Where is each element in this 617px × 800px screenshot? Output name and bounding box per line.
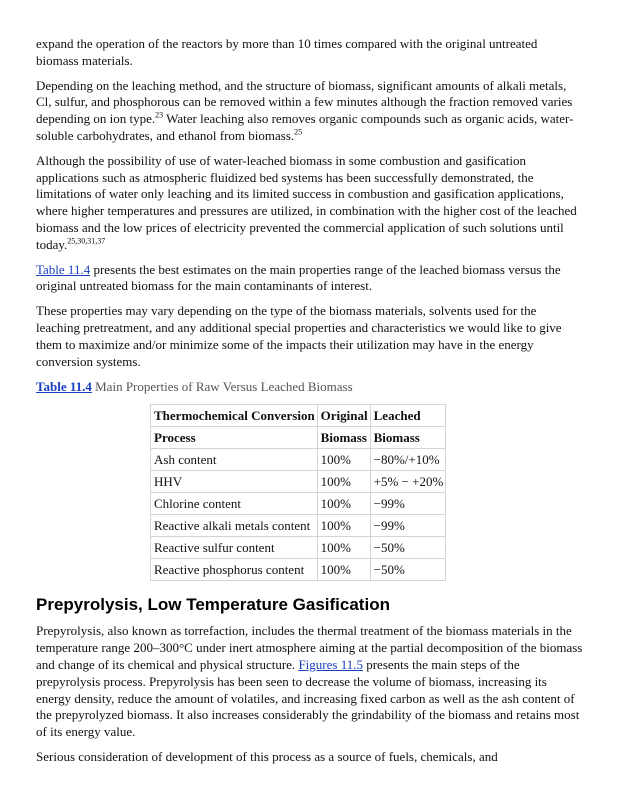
paragraph-serious-consideration: Serious consideration of development of this process as a source of fuels, chemicals, and xyxy=(36,748,498,764)
table-header-cell: Leached xyxy=(370,405,446,427)
table-row xyxy=(151,471,446,493)
table-caption: Table 11.4 Main Properties of Raw Versus Leached Biomass xyxy=(36,379,353,395)
table-11-4-link[interactable]: Table 11.4 xyxy=(36,261,91,277)
paragraph-leaching-method: Depending on the leaching method, and the structure of biomass, significant amounts of alkali metals, Cl, sulfur, and phosphorous can be removed within a few minutes although the fraction removed varies depending on ion type.$^{23}$ Water leaching also removes organic compounds such as organic acids, water-soluble carbohydrates, and ethanol from biomass.$^{25}$ xyxy=(36,77,574,143)
paragraph-reactor-expansion: expand the operation of the reactors by more than 10 times compared with the original untreated biomass materials. xyxy=(36,36,538,68)
table-cell: Reactive sulfur content xyxy=(151,537,318,559)
table-cell: HHV xyxy=(151,471,318,493)
citation-superscript: 25 xyxy=(294,127,303,137)
table-row xyxy=(151,515,446,537)
paragraph-prepyrolysis: Prepyrolysis, also known as torrefaction, includes the thermal treatment of the biomass materials in the temperature range 200–300°C under inert atmosphere aiming at the partial decomposition of the biomass and change of its chemical and physical structure. Figures 11.5 presents the main steps of the prepyrolysis process. Prepyrolysis has been seen to decrease the volume of biomass, increasing its energy density, reduce the amount of volatiles, and increasing fixed carbon as well as the ash content of the prepyrolyzed biomass. It also increases considerably the grindability of the biomass and retains most of its energy value. xyxy=(36,623,583,740)
table-header-cell: Process xyxy=(151,427,318,449)
table-cell: 100% xyxy=(317,449,370,471)
table-cell: +5% − +20% xyxy=(370,471,446,493)
table-header-cell: Biomass xyxy=(370,427,446,449)
paragraph-water-leached-applications: Although the possibility of use of water-leached biomass in some combustion and gasification applications such as atmospheric fluidized bed systems has been successfully demonstrated, the limitations of water only leaching and its limited success in combustion and gasification applications, where higher temperatures and pressures are utilized, in combination with the higher cost of the leached biomass and the low prices of electricity prevented the commercial application of such solutions until today.$^{25,30,31,37}$ xyxy=(36,152,577,252)
paragraph-properties-vary: These properties may vary depending on the type of the biomass materials, solvents used for the leaching pretreatment, and any additional special properties and characteristics we would like to give them to maximize and/or minimize some of the impacts their utilization may have in the energy conversion systems. xyxy=(36,303,562,369)
citation-superscript: 23 xyxy=(155,110,164,120)
table-header-cell: Thermochemical Conversion xyxy=(151,405,318,427)
table-header-cell: Original xyxy=(317,405,370,427)
table-row xyxy=(151,493,446,515)
table-cell: −50% xyxy=(370,559,446,581)
table-row xyxy=(151,449,446,471)
table-cell: 100% xyxy=(317,515,370,537)
table-row xyxy=(151,559,446,581)
table-cell: 100% xyxy=(317,471,370,493)
table-cell: 100% xyxy=(317,537,370,559)
table-cell: −99% xyxy=(370,493,446,515)
table-cell: Chlorine content xyxy=(151,493,318,515)
table-cell: 100% xyxy=(317,559,370,581)
table-cell: Ash content xyxy=(151,449,318,471)
table-header-cell: Biomass xyxy=(317,427,370,449)
table-cell: Reactive phosphorus content xyxy=(151,559,318,581)
figures-11-5-link[interactable]: Figures 11.5 xyxy=(298,656,363,672)
table-header-row xyxy=(151,405,446,427)
citation-superscript: 25,30,31,37 xyxy=(67,236,106,246)
table-cell: 100% xyxy=(317,493,370,515)
paragraph-table-reference: Table 11.4 presents the best estimates on the main properties range of the leached biomass versus the original untreated biomass for the main contaminants of interest. xyxy=(36,261,561,294)
section-heading: Prepyrolysis, Low Temperature Gasification xyxy=(36,595,390,615)
table-cell: −99% xyxy=(370,515,446,537)
table-cell: Reactive alkali metals content xyxy=(151,515,318,537)
properties-table xyxy=(150,404,446,581)
table-cell: −80%/+10% xyxy=(370,449,446,471)
table-caption-label-link[interactable]: Table 11.4 xyxy=(36,379,92,395)
table-cell: −50% xyxy=(370,537,446,559)
table-header-row xyxy=(151,427,446,449)
table-row xyxy=(151,537,446,559)
